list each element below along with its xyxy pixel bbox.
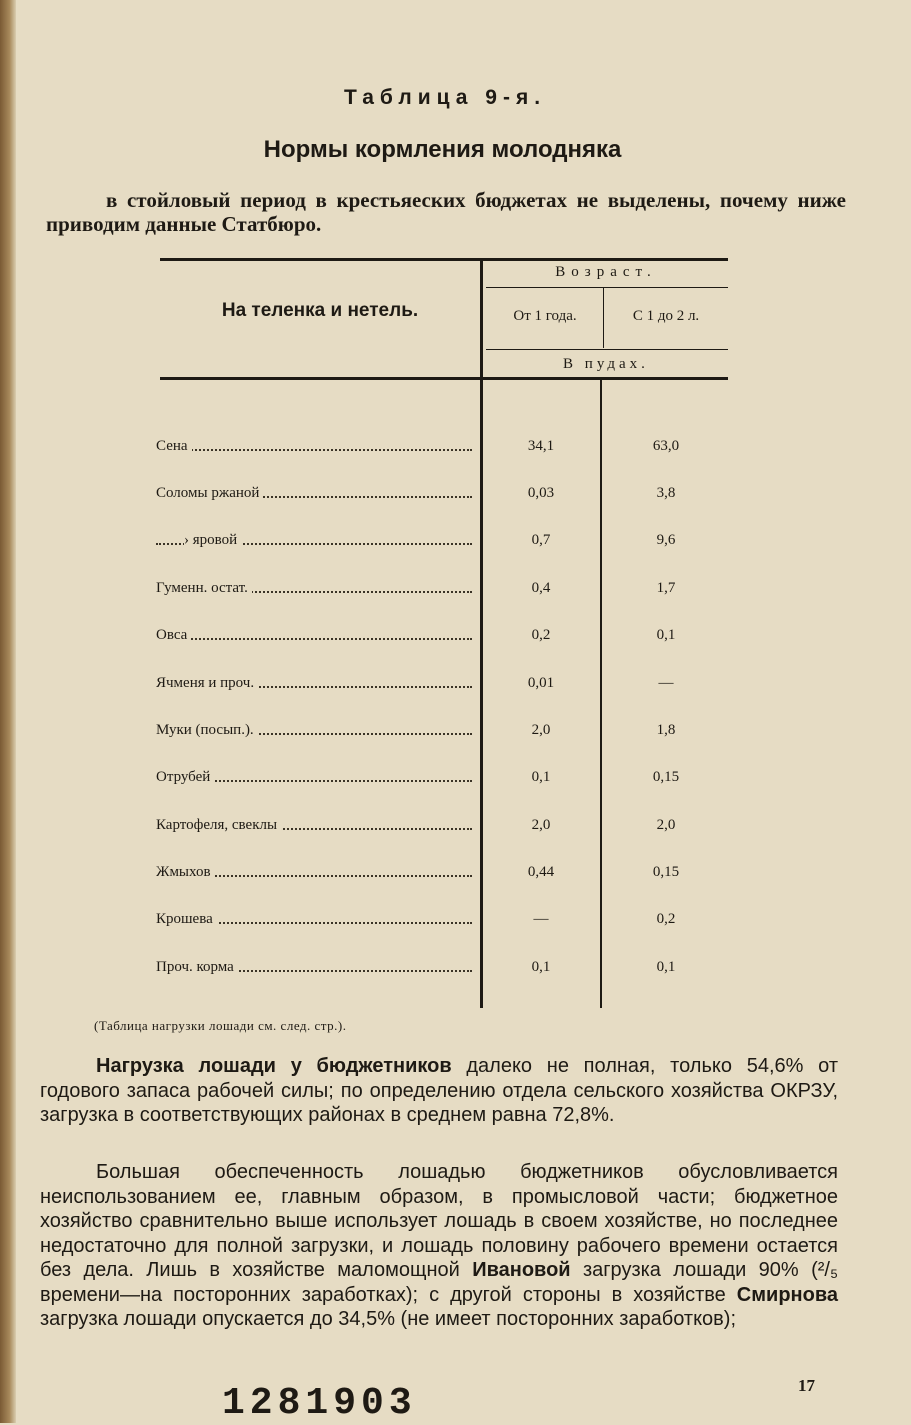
row-label: Крошева xyxy=(156,911,472,928)
row-value-col2: 0,1 xyxy=(656,959,676,975)
row-value-col2: 0,1 xyxy=(656,627,676,643)
row-value-col1: — xyxy=(533,911,549,927)
table-number: Таблица 9-я. xyxy=(343,86,547,109)
surname-smirnov: Смирнова xyxy=(736,1283,838,1306)
surname-ivanova: Ивановой xyxy=(472,1259,571,1281)
row-value-col1: 0,01 xyxy=(527,675,555,691)
paragraph-lead-bold: Нагрузка лошади у бюджетников xyxy=(96,1055,452,1077)
table-title: Нормы кормления молодняка xyxy=(263,136,622,163)
row-value-col2: 2,0 xyxy=(656,817,676,833)
row-label: Овса xyxy=(156,627,472,644)
row-label: Отрубей xyxy=(156,769,472,786)
row-value-col2: 63,0 xyxy=(652,438,680,454)
row-label: › яровой xyxy=(156,532,472,549)
table-row xyxy=(0,485,911,509)
row-value-col1: 0,2 xyxy=(531,627,551,643)
row-value-col1: 0,03 xyxy=(527,485,555,501)
table-row xyxy=(0,627,911,651)
table-row xyxy=(0,817,911,841)
row-value-col1: 0,4 xyxy=(531,580,551,596)
row-label: Ячменя и проч. xyxy=(156,675,472,692)
table-top-rule xyxy=(160,258,728,261)
row-label: Проч. корма xyxy=(156,959,472,976)
row-value-col1: 0,44 xyxy=(527,864,555,880)
paragraph-horse-load: Нагрузка лошади у бюджетников далеко не полная, только 54,6% от годового запаса рабочей силы; по определению отдела сельского хозяйства ОКРЗУ, загрузка в соответствующих районах в среднем равна 72,8%. xyxy=(40,1055,838,1126)
table-row xyxy=(0,675,911,699)
row-value-col1: 0,7 xyxy=(531,532,551,548)
row-value-col1: 2,0 xyxy=(531,722,551,738)
age-underline xyxy=(486,287,728,288)
unit-overline xyxy=(486,349,728,350)
table-footnote: (Таблица нагрузки лошади см. след. стр.). xyxy=(94,1018,347,1033)
row-label: Муки (посып.). xyxy=(156,722,472,739)
row-value-col2: 3,8 xyxy=(656,485,676,501)
paragraph-horse-usage: Большая обеспеченность лошадью бюджетников обусловливается неиспользованием ее, главным образом, в промысловой части; бюджетное хозяйство сравнительно выше использует лошадь в своем хозяйстве, но последнее недостаточно для полной загрузки, и лошадь половину рабочего времени остается без дела. Лишь в хозяйстве маломощной Ивановой загрузка лошади 90% (²/₅ времени—на посторонних заработках); с другой стороны в хозяйстве Смирнова загрузка лошади опускается до 34,5% (не имеет посторонних заработков); xyxy=(40,1161,838,1330)
row-label: Гуменн. остат. xyxy=(156,580,472,597)
inventory-stamp-number: 1281903 xyxy=(222,1382,417,1425)
row-value-col1: 34,1 xyxy=(527,438,555,454)
table-header-subject: На теленка и нетель. xyxy=(221,300,419,321)
table-header-unit: В пудах. xyxy=(563,356,649,372)
row-value-col2: 0,15 xyxy=(652,864,680,880)
row-value-col2: 1,8 xyxy=(656,722,676,738)
row-value-col2: 0,2 xyxy=(656,911,676,927)
row-label: Соломы ржаной xyxy=(156,485,472,502)
row-value-col1: 2,0 xyxy=(531,817,551,833)
header-bottom-rule xyxy=(160,377,728,380)
page-number: 17 xyxy=(798,1376,815,1395)
table-intro: в стойловый период в крестьяеских бюджетах не выделены, почему ниже приводим данные Статбюро. xyxy=(46,188,846,236)
table-row xyxy=(0,911,911,935)
row-value-col2: 9,6 xyxy=(656,532,676,548)
row-value-col1: 0,1 xyxy=(531,959,551,975)
table-row xyxy=(0,580,911,604)
row-value-col2: 0,15 xyxy=(652,769,680,785)
table-row xyxy=(0,438,911,462)
table-header-col1: От 1 года. xyxy=(513,308,577,324)
table-row xyxy=(0,722,911,746)
table-row xyxy=(0,769,911,793)
table-header-age: Возраст. xyxy=(555,264,657,280)
row-value-col1: 0,1 xyxy=(531,769,551,785)
row-label: Сена xyxy=(156,438,472,455)
row-value-col2: 1,7 xyxy=(656,580,676,596)
row-value-col2: — xyxy=(658,675,674,691)
table-row xyxy=(0,864,911,888)
row-label: Жмыхов xyxy=(156,864,472,881)
row-label: Картофеля, свеклы xyxy=(156,817,472,834)
table-header-col2: С 1 до 2 л. xyxy=(632,308,700,324)
table-row xyxy=(0,532,911,556)
table-row xyxy=(0,959,911,983)
